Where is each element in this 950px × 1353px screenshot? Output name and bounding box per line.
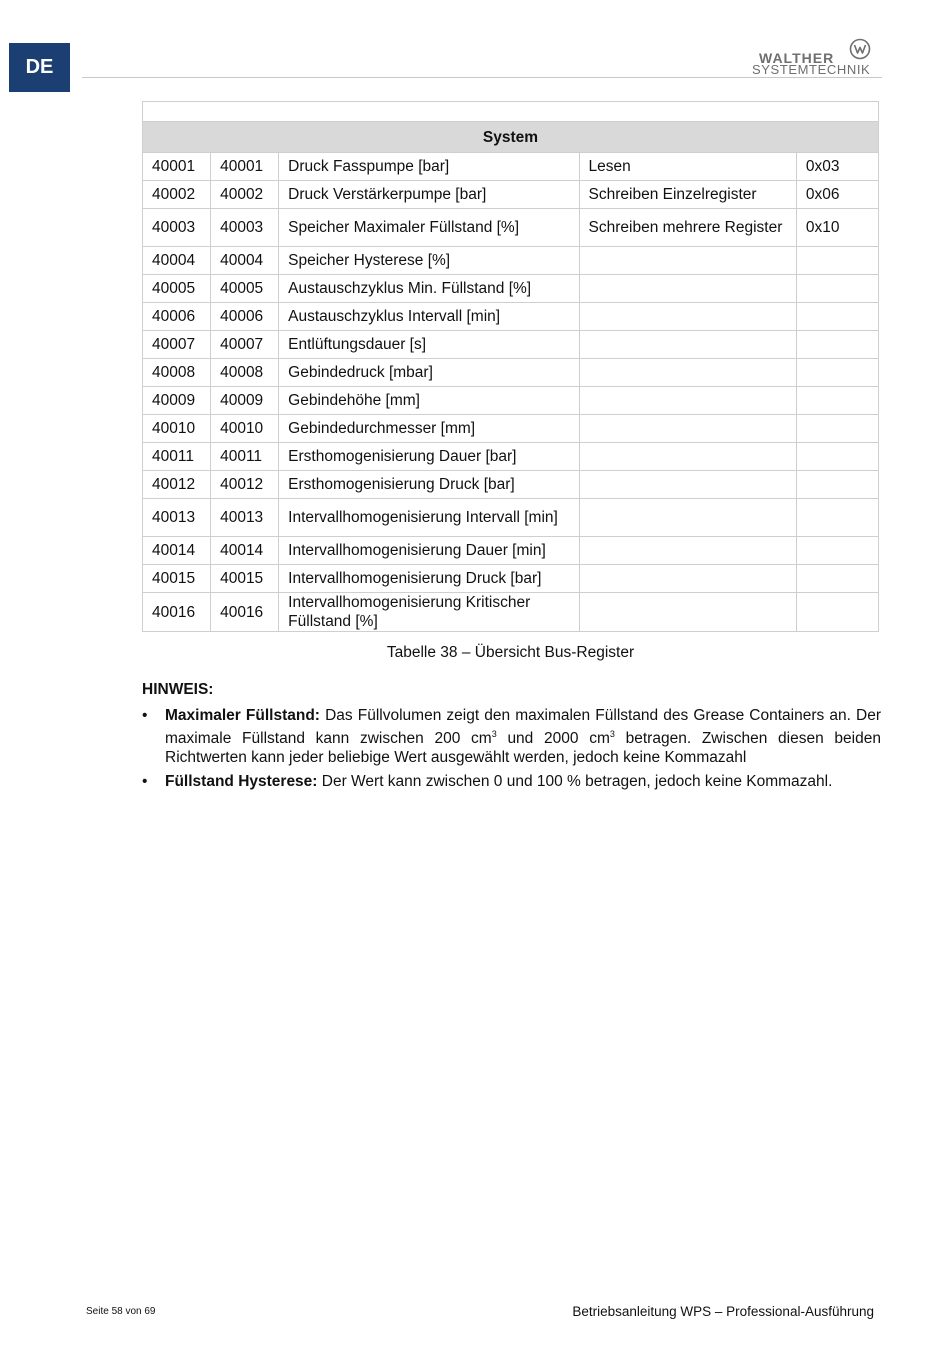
register-address: 40014	[143, 537, 211, 565]
note-list	[142, 706, 881, 796]
register-address-alt: 40001	[211, 153, 279, 181]
register-address: 40008	[143, 359, 211, 387]
logo-w-icon	[849, 38, 871, 60]
register-function	[579, 331, 796, 359]
register-name: Intervallhomogenisierung Kritischer Füllstand [%]	[279, 593, 579, 632]
function-code	[796, 359, 878, 387]
register-name: Speicher Hysterese [%]	[279, 247, 579, 275]
function-code: 0x10	[796, 209, 878, 247]
register-function	[579, 443, 796, 471]
list-item	[142, 772, 881, 791]
logo-line2: SYSTEMTECHNIK	[752, 62, 871, 77]
function-code	[796, 275, 878, 303]
register-name: Entlüftungsdauer [s]	[279, 331, 579, 359]
function-code	[796, 471, 878, 499]
function-code	[796, 415, 878, 443]
table-row	[143, 331, 879, 359]
register-address-alt: 40007	[211, 331, 279, 359]
table-row	[143, 153, 879, 181]
register-address: 40010	[143, 415, 211, 443]
register-address: 40005	[143, 275, 211, 303]
function-code	[796, 443, 878, 471]
register-address-alt: 40009	[211, 387, 279, 415]
function-code	[796, 593, 878, 632]
table-row	[143, 247, 879, 275]
language-badge: DE	[9, 43, 70, 92]
section-title: System	[143, 122, 879, 153]
table-section-header	[143, 122, 879, 153]
register-function: Schreiben mehrere Register	[579, 209, 796, 247]
register-name: Gebindehöhe [mm]	[279, 387, 579, 415]
register-name: Speicher Maximaler Füllstand [%]	[279, 209, 579, 247]
table-row	[143, 359, 879, 387]
register-name: Gebindedruck [mbar]	[279, 359, 579, 387]
register-address-alt: 40016	[211, 593, 279, 632]
register-name: Intervallhomogenisierung Druck [bar]	[279, 565, 579, 593]
table-row	[143, 275, 879, 303]
register-name: Intervallhomogenisierung Dauer [min]	[279, 537, 579, 565]
table-row	[143, 181, 879, 209]
bullet-icon: •	[142, 773, 148, 791]
register-address: 40001	[143, 153, 211, 181]
table-row	[143, 387, 879, 415]
register-function	[579, 471, 796, 499]
note-label: Maximaler Füllstand:	[165, 707, 320, 724]
document-title: Betriebsanleitung WPS – Professional-Ausführung	[572, 1304, 874, 1319]
company-logo	[752, 38, 877, 78]
note-heading: HINWEIS:	[142, 681, 214, 698]
table-row	[143, 209, 879, 247]
bus-register-table	[142, 101, 879, 632]
function-code	[796, 565, 878, 593]
table-caption: Tabelle 38 – Übersicht Bus-Register	[386, 644, 635, 661]
register-function	[579, 387, 796, 415]
table-row	[143, 499, 879, 537]
register-address: 40009	[143, 387, 211, 415]
register-address-alt: 40015	[211, 565, 279, 593]
register-address: 40006	[143, 303, 211, 331]
superscript: 3	[609, 729, 615, 739]
table-row	[143, 443, 879, 471]
register-address: 40012	[143, 471, 211, 499]
register-address-alt: 40004	[211, 247, 279, 275]
list-item	[142, 706, 881, 767]
register-function	[579, 275, 796, 303]
register-function	[579, 499, 796, 537]
register-function	[579, 247, 796, 275]
register-function: Lesen	[579, 153, 796, 181]
register-name: Druck Verstärkerpumpe [bar]	[279, 181, 579, 209]
register-address-alt: 40014	[211, 537, 279, 565]
function-code: 0x03	[796, 153, 878, 181]
register-address-alt: 40008	[211, 359, 279, 387]
table-row	[143, 303, 879, 331]
function-code: 0x06	[796, 181, 878, 209]
table-row	[143, 565, 879, 593]
register-name: Ersthomogenisierung Dauer [bar]	[279, 443, 579, 471]
table-row	[143, 537, 879, 565]
register-address: 40016	[143, 593, 211, 632]
register-address-alt: 40012	[211, 471, 279, 499]
table-row	[143, 415, 879, 443]
register-address: 40013	[143, 499, 211, 537]
register-name: Intervallhomogenisierung Intervall [min]	[279, 499, 579, 537]
function-code	[796, 331, 878, 359]
function-code	[796, 537, 878, 565]
register-name: Austauschzyklus Min. Füllstand [%]	[279, 275, 579, 303]
note-text: und 2000 cm	[496, 730, 610, 748]
register-function	[579, 415, 796, 443]
register-address-alt: 40002	[211, 181, 279, 209]
note-text: Das Füllvolumen zeigt den maximalen Füllstand des Grease Containers an. Der maximale Füllstand kann zwischen 200 cm	[165, 707, 881, 748]
register-function	[579, 359, 796, 387]
register-name: Ersthomogenisierung Druck [bar]	[279, 471, 579, 499]
register-function: Schreiben Einzelregister	[579, 181, 796, 209]
register-address: 40015	[143, 565, 211, 593]
register-address: 40004	[143, 247, 211, 275]
note-label: Füllstand Hysterese:	[165, 773, 318, 791]
register-address-alt: 40013	[211, 499, 279, 537]
table-row	[143, 593, 879, 632]
bullet-icon: •	[142, 707, 148, 724]
register-name: Austauschzyklus Intervall [min]	[279, 303, 579, 331]
register-address-alt: 40005	[211, 275, 279, 303]
register-address-alt: 40006	[211, 303, 279, 331]
register-address: 40003	[143, 209, 211, 247]
function-code	[796, 303, 878, 331]
function-code	[796, 499, 878, 537]
register-address: 40007	[143, 331, 211, 359]
function-code	[796, 387, 878, 415]
register-address-alt: 40003	[211, 209, 279, 247]
register-name: Druck Fasspumpe [bar]	[279, 153, 579, 181]
register-address-alt: 40010	[211, 415, 279, 443]
register-address: 40002	[143, 181, 211, 209]
register-function	[579, 537, 796, 565]
register-function	[579, 303, 796, 331]
note-text: betragen. Zwischen diesen beiden Richtwerten kann jeder beliebige Wert ausgewählt werden, jedoch keine Kommazahl	[165, 730, 881, 767]
function-code	[796, 247, 878, 275]
superscript: 3	[491, 729, 497, 739]
register-address-alt: 40011	[211, 443, 279, 471]
logo-line1: WALTHER	[759, 50, 835, 66]
register-function	[579, 593, 796, 632]
register-name: Gebindedurchmesser [mm]	[279, 415, 579, 443]
note-text: Der Wert kann zwischen 0 und 100 % betragen, jedoch keine Kommazahl.	[317, 773, 833, 791]
table-row	[143, 471, 879, 499]
page-number: Seite 58 von 69	[86, 1306, 156, 1317]
register-address: 40011	[143, 443, 211, 471]
register-function	[579, 565, 796, 593]
table-spacer-row	[143, 102, 879, 122]
